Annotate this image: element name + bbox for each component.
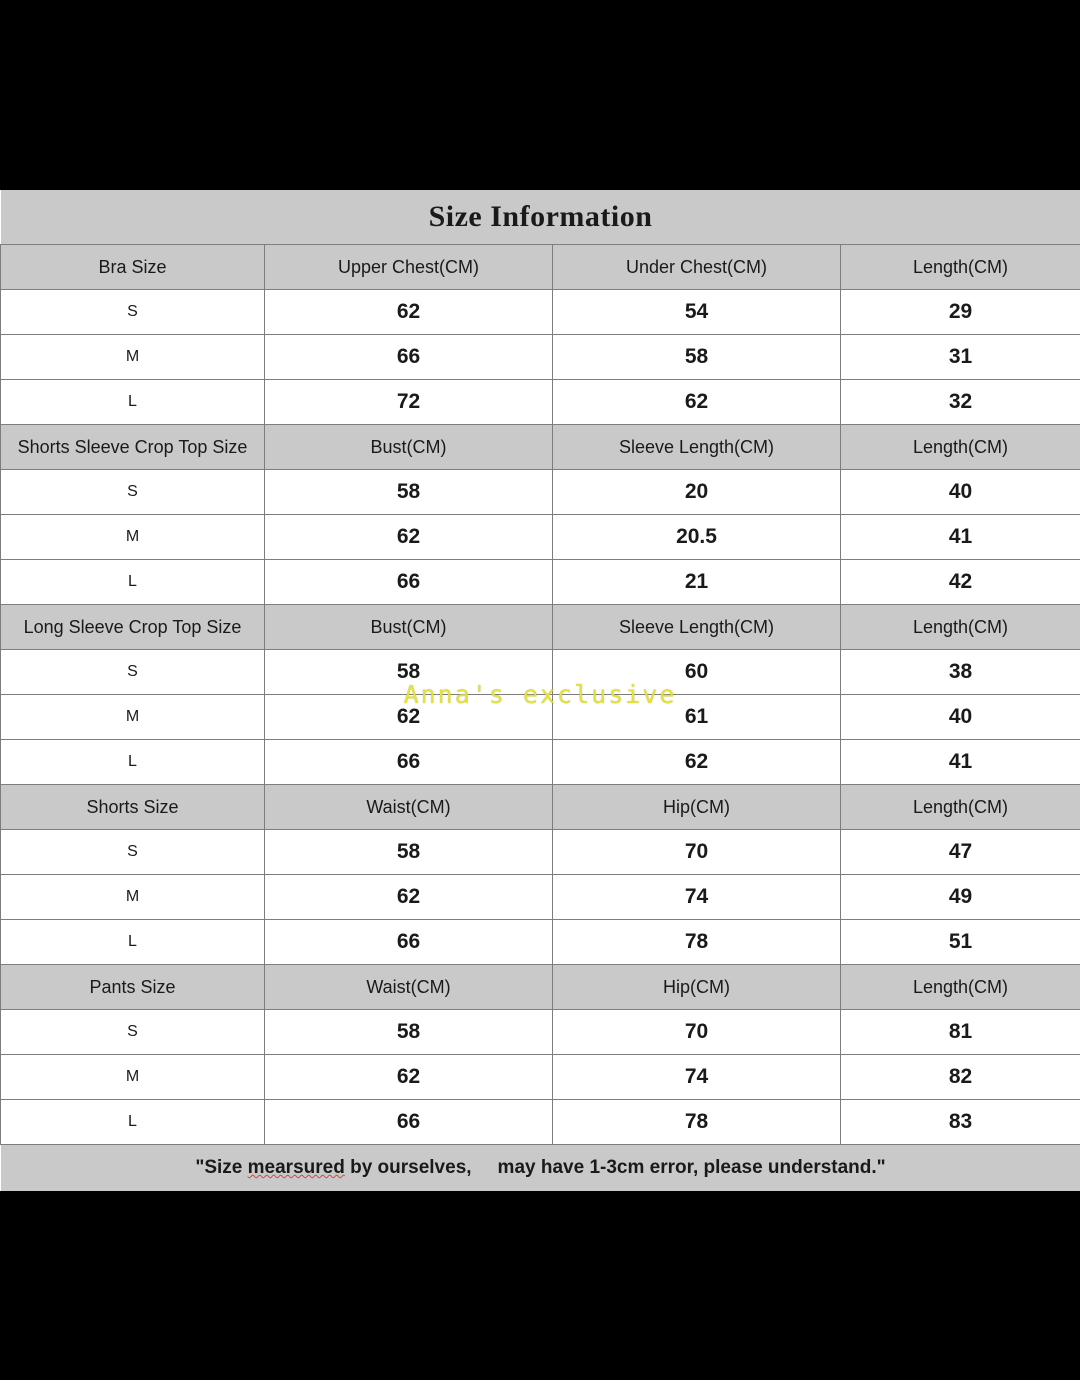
row-value-1: 62 <box>265 1055 553 1100</box>
section-header-row <box>1 425 1080 470</box>
row-value-2: 78 <box>553 1100 841 1145</box>
section-header-row <box>1 785 1080 830</box>
column-header-measure-2: Hip(CM) <box>553 965 841 1010</box>
row-value-2: 21 <box>553 560 841 605</box>
row-size-label: M <box>1 875 265 920</box>
row-size-label: S <box>1 470 265 515</box>
column-header-measure-2: Hip(CM) <box>553 785 841 830</box>
row-value-3: 51 <box>841 920 1080 965</box>
table-row <box>1 335 1080 380</box>
table-row <box>1 560 1080 605</box>
size-disclaimer <box>1 1145 1080 1192</box>
disclaimer-part-3: may have 1-3cm error, please understand." <box>497 1157 886 1178</box>
row-value-2: 74 <box>553 1055 841 1100</box>
column-header-category: Pants Size <box>1 965 265 1010</box>
section-header-row <box>1 965 1080 1010</box>
row-value-1: 72 <box>265 380 553 425</box>
row-value-1: 66 <box>265 920 553 965</box>
table-row <box>1 650 1080 695</box>
table-row <box>1 875 1080 920</box>
column-header-category: Shorts Size <box>1 785 265 830</box>
row-value-1: 58 <box>265 1010 553 1055</box>
column-header-measure-3: Length(CM) <box>841 785 1080 830</box>
column-header-measure-2: Sleeve Length(CM) <box>553 425 841 470</box>
section-header-row <box>1 245 1080 290</box>
row-value-3: 31 <box>841 335 1080 380</box>
row-value-3: 42 <box>841 560 1080 605</box>
row-size-label: S <box>1 830 265 875</box>
row-size-label: L <box>1 1100 265 1145</box>
column-header-measure-3: Length(CM) <box>841 425 1080 470</box>
column-header-measure-2: Under Chest(CM) <box>553 245 841 290</box>
disclaimer-part-2: by ourselves, <box>344 1157 472 1178</box>
table-footer-row <box>1 1145 1080 1192</box>
row-size-label: S <box>1 650 265 695</box>
row-value-1: 66 <box>265 740 553 785</box>
column-header-measure-3: Length(CM) <box>841 245 1080 290</box>
row-value-2: 60 <box>553 650 841 695</box>
disclaimer-misspelled-word: mearsured <box>247 1157 345 1178</box>
table-row <box>1 290 1080 335</box>
row-value-3: 81 <box>841 1010 1080 1055</box>
column-header-measure-3: Length(CM) <box>841 965 1080 1010</box>
column-header-measure-1: Bust(CM) <box>265 605 553 650</box>
row-value-2: 20.5 <box>553 515 841 560</box>
column-header-measure-1: Waist(CM) <box>265 785 553 830</box>
row-value-2: 61 <box>553 695 841 740</box>
row-value-2: 58 <box>553 335 841 380</box>
row-value-1: 66 <box>265 335 553 380</box>
table-row <box>1 740 1080 785</box>
table-row <box>1 695 1080 740</box>
table-row <box>1 470 1080 515</box>
table-row <box>1 1100 1080 1145</box>
row-value-1: 62 <box>265 875 553 920</box>
column-header-measure-2: Sleeve Length(CM) <box>553 605 841 650</box>
row-value-3: 49 <box>841 875 1080 920</box>
row-size-label: L <box>1 560 265 605</box>
size-table-body <box>1 190 1080 1191</box>
row-size-label: S <box>1 1010 265 1055</box>
row-size-label: L <box>1 380 265 425</box>
watermark-text: Anna's exclusive <box>403 680 677 709</box>
row-value-2: 78 <box>553 920 841 965</box>
row-value-2: 70 <box>553 830 841 875</box>
table-title-row <box>1 190 1080 245</box>
row-value-3: 41 <box>841 740 1080 785</box>
row-size-label: L <box>1 920 265 965</box>
table-row <box>1 830 1080 875</box>
table-row <box>1 515 1080 560</box>
row-value-1: 58 <box>265 470 553 515</box>
section-header-row <box>1 605 1080 650</box>
row-value-3: 41 <box>841 515 1080 560</box>
column-header-category: Bra Size <box>1 245 265 290</box>
column-header-measure-1: Upper Chest(CM) <box>265 245 553 290</box>
row-size-label: M <box>1 515 265 560</box>
row-value-2: 70 <box>553 1010 841 1055</box>
row-value-1: 62 <box>265 290 553 335</box>
row-size-label: M <box>1 695 265 740</box>
size-information-table <box>0 190 1080 1191</box>
row-value-1: 66 <box>265 1100 553 1145</box>
row-size-label: M <box>1 1055 265 1100</box>
row-value-2: 62 <box>553 380 841 425</box>
disclaimer-part-1: "Size <box>195 1157 248 1178</box>
row-size-label: S <box>1 290 265 335</box>
size-chart-sheet <box>0 190 1080 1191</box>
row-value-2: 20 <box>553 470 841 515</box>
row-value-3: 83 <box>841 1100 1080 1145</box>
row-size-label: L <box>1 740 265 785</box>
row-value-2: 62 <box>553 740 841 785</box>
column-header-category: Shorts Sleeve Crop Top Size <box>1 425 265 470</box>
table-row <box>1 920 1080 965</box>
row-value-1: 66 <box>265 560 553 605</box>
row-value-1: 58 <box>265 650 553 695</box>
column-header-category: Long Sleeve Crop Top Size <box>1 605 265 650</box>
column-header-measure-1: Waist(CM) <box>265 965 553 1010</box>
page-title: Size Information <box>1 190 1080 245</box>
row-value-3: 47 <box>841 830 1080 875</box>
row-value-1: 62 <box>265 695 553 740</box>
row-value-3: 32 <box>841 380 1080 425</box>
column-header-measure-3: Length(CM) <box>841 605 1080 650</box>
row-value-2: 74 <box>553 875 841 920</box>
row-value-3: 29 <box>841 290 1080 335</box>
row-value-1: 62 <box>265 515 553 560</box>
column-header-measure-1: Bust(CM) <box>265 425 553 470</box>
row-value-1: 58 <box>265 830 553 875</box>
row-size-label: M <box>1 335 265 380</box>
table-row <box>1 1055 1080 1100</box>
row-value-3: 40 <box>841 470 1080 515</box>
table-row <box>1 1010 1080 1055</box>
table-row <box>1 380 1080 425</box>
row-value-3: 40 <box>841 695 1080 740</box>
row-value-2: 54 <box>553 290 841 335</box>
row-value-3: 82 <box>841 1055 1080 1100</box>
row-value-3: 38 <box>841 650 1080 695</box>
